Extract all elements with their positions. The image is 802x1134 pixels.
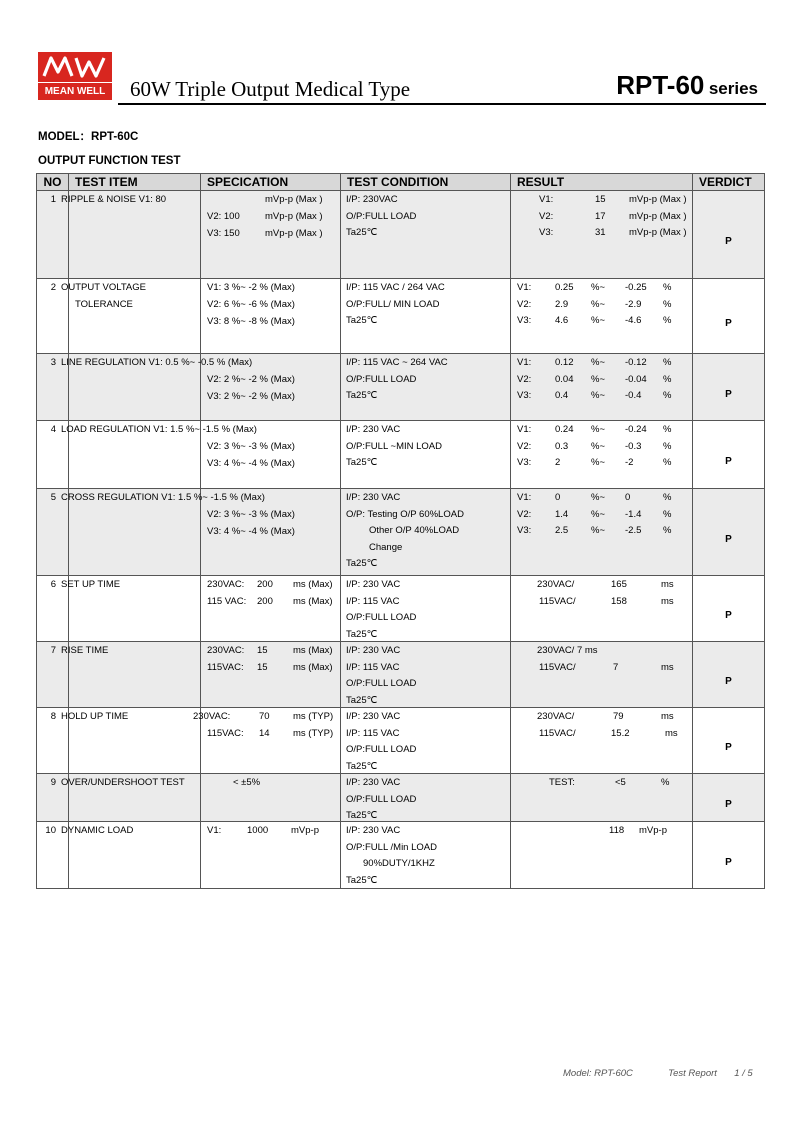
- condition-text: I/P: 230 VAC: [346, 711, 401, 722]
- cell-result: [511, 642, 693, 708]
- result-value: 15: [595, 194, 606, 205]
- result-unit: ms: [661, 662, 674, 673]
- cell-test-item: [61, 774, 201, 822]
- result-label: V1:: [517, 357, 532, 368]
- result-label: 115VAC/: [539, 596, 576, 607]
- cell-verdict: [693, 191, 765, 279]
- spec-label: 230VAC:: [207, 579, 245, 590]
- condition-text: I/P: 230 VAC: [346, 579, 401, 590]
- condition-text: Ta25℃: [346, 315, 378, 326]
- result-unit: mVp-p: [639, 825, 667, 836]
- result-value: 17: [595, 210, 606, 222]
- header-rule: [118, 103, 766, 105]
- result-plus: 2.9: [555, 298, 569, 310]
- cell-verdict: [693, 774, 765, 822]
- condition-text: I/P: 230 VAC: [346, 645, 401, 656]
- spec-text: V3: 4 %~ -4 % (Max): [207, 458, 295, 469]
- test-item-text: RISE TIME: [61, 645, 109, 656]
- result-unit: %: [663, 282, 672, 293]
- row-number: 2: [50, 282, 56, 293]
- spec-label: 230VAC:: [207, 645, 245, 656]
- result-minus: -0.12: [625, 357, 647, 368]
- table-row: [37, 421, 765, 489]
- result-unit: %: [663, 373, 672, 385]
- col-header-no: NO: [37, 174, 69, 191]
- result-tilde: %~: [591, 492, 605, 503]
- result-unit: %: [663, 298, 672, 310]
- condition-text: Ta25℃: [346, 390, 378, 401]
- table-row: [37, 774, 765, 822]
- table-row: [37, 279, 765, 354]
- mean-well-logo: [38, 52, 112, 100]
- test-item-text: LINE REGULATION V1: 0.5 %~ -0.5 % (Max): [61, 357, 253, 368]
- result-plus: 0.04: [555, 373, 574, 385]
- result-label: V3:: [539, 227, 554, 238]
- spec-text: V2: 6 %~ -6 % (Max): [207, 299, 295, 310]
- condition-text: O/P:FULL LOAD: [346, 678, 417, 689]
- row-number: 4: [50, 424, 56, 435]
- spec-text: V3: 4 %~ -4 % (Max): [207, 526, 295, 537]
- spec-label: 230VAC:: [193, 711, 231, 722]
- cell-test-condition: [341, 279, 511, 354]
- cell-specification: [201, 822, 341, 889]
- spec-value: mVp-p (Max ): [265, 194, 323, 205]
- result-minus: -0.24: [625, 424, 647, 435]
- result-tilde: %~: [591, 282, 605, 293]
- verdict-pass: P: [725, 389, 732, 400]
- cell-result: [511, 708, 693, 774]
- section-title: OUTPUT FUNCTION TEST: [38, 155, 181, 167]
- result-plus: 0.24: [555, 424, 574, 435]
- condition-text: O/P:FULL LOAD: [346, 793, 417, 805]
- cell-test-condition: [341, 489, 511, 576]
- result-unit: mVp-p (Max ): [629, 227, 687, 238]
- result-label: V1:: [539, 194, 554, 205]
- cell-test-condition: [341, 774, 511, 822]
- spec-text: V1: 3 %~ -2 % (Max): [207, 282, 295, 293]
- footer-model: Model: RPT-60C: [563, 1068, 633, 1079]
- spec-text: V3: 2 %~ -2 % (Max): [207, 391, 295, 402]
- cell-specification: [193, 708, 341, 774]
- result-value: 158: [611, 596, 627, 607]
- result-plus: 0.3: [555, 440, 569, 452]
- result-label: 115VAC/: [539, 728, 576, 739]
- logo-text: MEAN WELL: [38, 82, 112, 100]
- row-number: 3: [50, 357, 56, 368]
- cell-verdict: [693, 708, 765, 774]
- spec-label: 115VAC:: [207, 728, 244, 739]
- cell-test-condition: [341, 191, 511, 279]
- spec-unit: mVp-p: [291, 825, 319, 836]
- spec-label: V2: 100: [207, 211, 240, 222]
- result-minus: -0.25: [625, 282, 647, 293]
- table-row: [37, 708, 765, 774]
- cell-result: [511, 576, 693, 642]
- verdict-pass: P: [725, 799, 732, 810]
- cell-specification: [201, 642, 341, 708]
- result-unit: mVp-p (Max ): [629, 210, 687, 222]
- test-item-text: SET UP TIME: [61, 579, 121, 590]
- spec-unit: ms (Max): [293, 596, 333, 607]
- result-plus: 0.25: [555, 282, 574, 293]
- cell-test-item: [61, 191, 201, 279]
- document-title: 60W Triple Output Medical Type: [130, 77, 411, 101]
- condition-text: Other O/P 40%LOAD: [369, 525, 460, 536]
- result-unit: %: [663, 315, 672, 326]
- result-tilde: %~: [591, 457, 605, 468]
- cell-test-item: [61, 279, 201, 354]
- row-number: 10: [45, 825, 56, 836]
- result-label: V2:: [517, 440, 532, 452]
- cell-verdict: [693, 421, 765, 489]
- test-item-text: OVER/UNDERSHOOT TEST: [61, 777, 185, 788]
- verdict-pass: P: [725, 456, 732, 467]
- result-label: V3:: [517, 315, 532, 326]
- cell-verdict: [693, 279, 765, 354]
- verdict-pass: P: [725, 534, 732, 545]
- result-label: 230VAC/ 7 ms: [537, 645, 598, 656]
- cell-specification: [201, 191, 341, 279]
- test-item-text: OUTPUT VOLTAGE: [61, 282, 146, 293]
- result-label: V1:: [517, 282, 532, 293]
- result-value: 7: [613, 662, 619, 673]
- result-tilde: %~: [591, 390, 605, 401]
- spec-text: V2: 3 %~ -3 % (Max): [207, 509, 295, 520]
- result-plus: 0.4: [555, 390, 569, 401]
- condition-text: Change: [369, 541, 403, 553]
- cell-verdict: [693, 822, 765, 889]
- result-value: 15.2: [611, 728, 630, 739]
- result-unit: %: [663, 390, 672, 401]
- verdict-pass: P: [725, 857, 732, 868]
- test-item-text: LOAD REGULATION V1: 1.5 %~ -1.5 % (Max): [61, 424, 257, 435]
- cell-result: [511, 774, 693, 822]
- result-label: V2:: [539, 210, 554, 222]
- result-label: 230VAC/: [537, 711, 575, 722]
- cell-result: [511, 421, 693, 489]
- result-unit: %: [663, 440, 672, 452]
- col-header-specification: SPECICATION: [201, 174, 341, 191]
- condition-text: I/P: 115 VAC / 264 VAC: [346, 282, 445, 293]
- cell-verdict: [693, 354, 765, 421]
- spec-unit: ms (Max): [293, 662, 333, 673]
- result-minus: -1.4: [625, 508, 642, 520]
- table-row: [37, 642, 765, 708]
- result-unit: ms: [665, 728, 678, 739]
- condition-text: 90%DUTY/1KHZ: [363, 858, 435, 869]
- result-unit: %: [663, 525, 672, 536]
- spec-label: V1:: [207, 825, 222, 836]
- condition-text: Ta25℃: [346, 457, 378, 468]
- cell-test-condition: [341, 421, 511, 489]
- result-label: V3:: [517, 525, 532, 536]
- condition-text: Ta25℃: [346, 760, 378, 772]
- spec-label: V3: 150: [207, 228, 240, 239]
- condition-text: I/P: 230 VAC: [346, 492, 401, 503]
- condition-text: Ta25℃: [346, 810, 378, 821]
- col-header-verdict: VERDICT: [693, 174, 765, 191]
- table-header-row: [37, 174, 765, 191]
- result-minus: -2: [625, 457, 634, 468]
- condition-text: O/P:FULL/ MIN LOAD: [346, 298, 440, 310]
- cell-verdict: [693, 489, 765, 576]
- series-label: [616, 70, 758, 101]
- result-tilde: %~: [591, 440, 605, 452]
- cell-result: [511, 191, 693, 279]
- result-tilde: %~: [591, 508, 605, 520]
- result-unit: ms: [661, 579, 674, 590]
- spec-text: V2: 3 %~ -3 % (Max): [207, 441, 295, 452]
- condition-text: I/P: 115 VAC ~ 264 VAC: [346, 357, 448, 368]
- result-label: V1:: [517, 492, 532, 503]
- spec-value: mVp-p (Max ): [265, 211, 323, 222]
- cell-result: [511, 822, 693, 889]
- verdict-pass: P: [725, 236, 732, 247]
- result-tilde: %~: [591, 373, 605, 385]
- result-unit: %: [663, 457, 672, 468]
- verdict-pass: P: [725, 610, 732, 621]
- result-unit: %: [663, 424, 672, 435]
- cell-test-condition: [341, 708, 511, 774]
- verdict-pass: P: [725, 318, 732, 329]
- spec-label: 115 VAC:: [207, 596, 247, 607]
- cell-test-item: [61, 822, 201, 889]
- condition-text: I/P: 230VAC: [346, 194, 398, 205]
- cell-test-item: [61, 642, 201, 708]
- condition-text: I/P: 115 VAC: [346, 727, 400, 739]
- table-row: [37, 576, 765, 642]
- table-row: [37, 191, 765, 279]
- result-plus: 2.5: [555, 525, 569, 536]
- condition-text: Ta25℃: [346, 227, 378, 238]
- page-footer: [563, 1068, 753, 1079]
- result-unit: ms: [661, 596, 674, 607]
- result-minus: -0.4: [625, 390, 642, 401]
- footer-page: 1 / 5: [734, 1068, 753, 1079]
- row-number: 7: [50, 645, 56, 656]
- series-name: RPT-60: [616, 70, 705, 100]
- row-number: 9: [50, 777, 56, 788]
- condition-text: Ta25℃: [346, 694, 378, 706]
- spec-unit: ms (TYP): [293, 728, 334, 739]
- result-label: V2:: [517, 298, 532, 310]
- cell-test-condition: [341, 576, 511, 642]
- cell-test-item: [61, 576, 201, 642]
- cell-test-condition: [341, 354, 511, 421]
- row-number: 8: [50, 711, 56, 722]
- result-tilde: %~: [591, 315, 605, 326]
- result-label: 115VAC/: [539, 662, 576, 673]
- result-unit: %: [663, 508, 672, 520]
- table-row: [37, 822, 765, 889]
- test-item-text: TOLERANCE: [75, 298, 133, 310]
- spec-value: 1000: [247, 825, 269, 836]
- result-value: 79: [613, 711, 624, 722]
- cell-verdict: [693, 576, 765, 642]
- result-unit: mVp-p (Max ): [629, 194, 687, 205]
- condition-text: Ta25℃: [346, 558, 378, 569]
- condition-text: I/P: 115 VAC: [346, 595, 400, 607]
- spec-text: < ±5%: [233, 777, 261, 788]
- condition-text: I/P: 230 VAC: [346, 825, 401, 836]
- test-item-text: HOLD UP TIME: [61, 711, 129, 722]
- result-label: TEST:: [549, 777, 575, 788]
- result-label: V2:: [517, 508, 532, 520]
- table-row: [37, 489, 765, 576]
- condition-text: I/P: 115 VAC: [346, 661, 400, 673]
- result-value: 165: [611, 579, 627, 590]
- cell-result: [511, 489, 693, 576]
- result-unit: %: [663, 492, 672, 503]
- spec-unit: ms (Max): [293, 645, 333, 656]
- logo-mark: [38, 52, 112, 82]
- cell-specification: [201, 279, 341, 354]
- col-header-result: RESULT: [511, 174, 693, 191]
- result-label: V1:: [517, 424, 532, 435]
- col-header-test-condition: TEST CONDITION: [341, 174, 511, 191]
- result-plus: 1.4: [555, 508, 569, 520]
- row-number: 1: [50, 194, 56, 205]
- condition-text: I/P: 230 VAC: [346, 777, 401, 788]
- result-minus: -0.04: [625, 373, 647, 385]
- test-item-text: RIPPLE & NOISE V1: 80: [61, 194, 167, 205]
- spec-text: V2: 2 %~ -2 % (Max): [207, 374, 295, 385]
- result-tilde: %~: [591, 298, 605, 310]
- spec-unit: ms (Max): [293, 579, 333, 590]
- result-tilde: %~: [591, 525, 605, 536]
- result-tilde: %~: [591, 357, 605, 368]
- condition-text: Ta25℃: [346, 874, 378, 886]
- row-number: 6: [50, 579, 56, 590]
- spec-value: 200: [257, 596, 273, 607]
- result-label: V3:: [517, 390, 532, 401]
- cell-test-condition: [341, 642, 511, 708]
- condition-text: O/P:FULL LOAD: [346, 744, 417, 755]
- test-item-text: CROSS REGULATION V1: 1.5 %~ -1.5 % (Max): [61, 492, 265, 503]
- footer-report: Test Report: [668, 1068, 717, 1079]
- row-number: 5: [50, 492, 56, 503]
- model-label: MODEL：RPT-60C: [38, 131, 139, 143]
- result-plus: 2: [555, 457, 561, 468]
- cell-test-item: [61, 708, 201, 774]
- output-function-test-table: [36, 173, 765, 889]
- result-unit: %: [661, 777, 670, 788]
- cell-specification: [201, 774, 341, 822]
- condition-text: O/P:FULL LOAD: [346, 210, 417, 222]
- table-row: [37, 354, 765, 421]
- condition-text: O/P:FULL LOAD: [346, 612, 417, 623]
- result-label: V2:: [517, 373, 532, 385]
- spec-value: 15: [257, 645, 268, 656]
- verdict-pass: P: [725, 676, 732, 687]
- result-plus: 0: [555, 492, 561, 503]
- spec-value: 200: [257, 579, 273, 590]
- series-suffix: series: [708, 79, 758, 98]
- result-plus: 0.12: [555, 357, 574, 368]
- result-value: 31: [595, 227, 606, 238]
- result-minus: 0: [625, 492, 631, 503]
- result-minus: -0.3: [625, 440, 642, 452]
- cell-test-condition: [341, 822, 511, 889]
- result-minus: -4.6: [625, 315, 642, 326]
- result-unit: ms: [661, 711, 674, 722]
- result-unit: %: [663, 357, 672, 368]
- cell-result: [511, 354, 693, 421]
- result-minus: -2.9: [625, 298, 642, 310]
- result-label: 230VAC/: [537, 579, 575, 590]
- result-tilde: %~: [591, 424, 605, 435]
- spec-value: 15: [257, 662, 268, 673]
- result-value: 118: [609, 825, 625, 836]
- col-header-test-item: TEST ITEM: [69, 174, 201, 191]
- spec-value: 70: [259, 711, 270, 722]
- spec-text: V3: 8 %~ -8 % (Max): [207, 316, 295, 327]
- condition-text: O/P:FULL LOAD: [346, 373, 417, 385]
- condition-text: O/P: Testing O/P 60%LOAD: [346, 508, 464, 520]
- spec-value: 14: [259, 728, 270, 739]
- condition-text: O/P:FULL ~MIN LOAD: [346, 440, 442, 452]
- cell-verdict: [693, 642, 765, 708]
- test-item-text: DYNAMIC LOAD: [61, 825, 134, 836]
- result-minus: -2.5: [625, 525, 642, 536]
- cell-result: [511, 279, 693, 354]
- spec-label: 115VAC:: [207, 662, 244, 673]
- condition-text: Ta25℃: [346, 628, 378, 640]
- result-value: <5: [615, 777, 626, 788]
- spec-unit: ms (TYP): [293, 711, 334, 722]
- result-label: V3:: [517, 457, 532, 468]
- cell-specification: [201, 576, 341, 642]
- spec-value: mVp-p (Max ): [265, 228, 323, 239]
- verdict-pass: P: [725, 742, 732, 753]
- condition-text: O/P:FULL /Min LOAD: [346, 841, 437, 853]
- result-plus: 4.6: [555, 315, 569, 326]
- condition-text: I/P: 230 VAC: [346, 424, 401, 435]
